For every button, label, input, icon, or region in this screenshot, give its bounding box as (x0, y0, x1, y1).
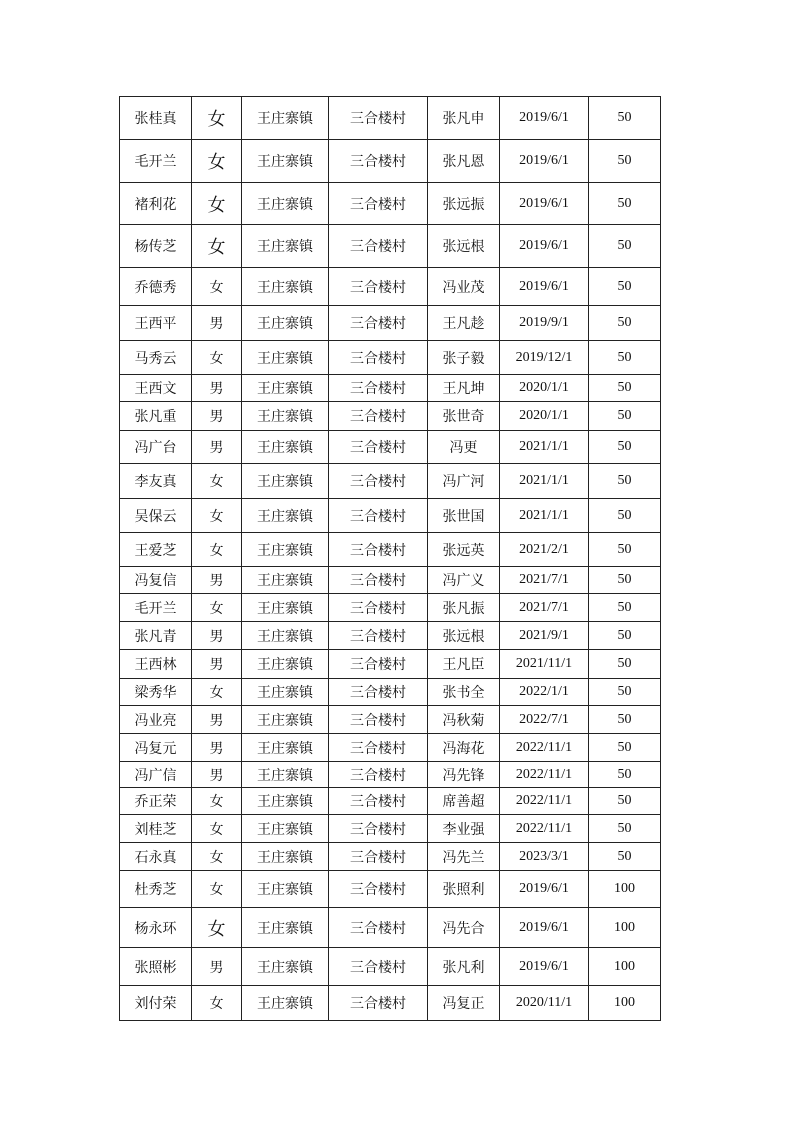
gender-cell: 男 (192, 762, 242, 788)
table-row (120, 815, 661, 843)
village-cell: 三合楼村 (329, 734, 428, 762)
name-cell: 张凡重 (120, 402, 192, 431)
name-cell: 刘桂芝 (120, 815, 192, 843)
gender-cell: 女 (192, 97, 242, 140)
table-row (120, 402, 661, 431)
town-cell: 王庄寨镇 (242, 183, 329, 225)
name-cell: 张照彬 (120, 948, 192, 986)
town-cell: 王庄寨镇 (242, 431, 329, 464)
name-cell: 李友真 (120, 464, 192, 499)
date-cell: 2022/11/1 (500, 815, 589, 843)
date-cell: 2022/1/1 (500, 679, 589, 706)
table-row (120, 375, 661, 402)
contact-cell: 冯广义 (428, 567, 500, 594)
name-cell: 毛开兰 (120, 594, 192, 622)
name-cell: 王爱芝 (120, 533, 192, 567)
name-cell: 冯广台 (120, 431, 192, 464)
town-cell: 王庄寨镇 (242, 594, 329, 622)
town-cell: 王庄寨镇 (242, 948, 329, 986)
date-cell: 2021/7/1 (500, 594, 589, 622)
date-cell: 2022/11/1 (500, 762, 589, 788)
contact-cell: 冯先合 (428, 908, 500, 948)
name-cell: 王西平 (120, 306, 192, 341)
contact-cell: 王凡臣 (428, 650, 500, 679)
table-row (120, 97, 661, 140)
village-cell: 三合楼村 (329, 268, 428, 306)
name-cell: 张凡青 (120, 622, 192, 650)
name-cell: 杜秀芝 (120, 871, 192, 908)
village-cell: 三合楼村 (329, 622, 428, 650)
town-cell: 王庄寨镇 (242, 97, 329, 140)
gender-cell: 女 (192, 679, 242, 706)
amount-cell: 50 (589, 533, 661, 567)
town-cell: 王庄寨镇 (242, 375, 329, 402)
village-cell: 三合楼村 (329, 306, 428, 341)
village-cell: 三合楼村 (329, 533, 428, 567)
contact-cell: 席善超 (428, 788, 500, 815)
name-cell: 刘付荣 (120, 986, 192, 1021)
town-cell: 王庄寨镇 (242, 533, 329, 567)
gender-cell: 男 (192, 650, 242, 679)
contact-cell: 张照利 (428, 871, 500, 908)
table-row (120, 431, 661, 464)
gender-cell: 男 (192, 734, 242, 762)
table-row (120, 499, 661, 533)
amount-cell: 100 (589, 871, 661, 908)
table-row (120, 650, 661, 679)
village-cell: 三合楼村 (329, 499, 428, 533)
contact-cell: 冯复正 (428, 986, 500, 1021)
date-cell: 2019/6/1 (500, 225, 589, 268)
town-cell: 王庄寨镇 (242, 650, 329, 679)
name-cell: 冯复元 (120, 734, 192, 762)
contact-cell: 张远根 (428, 225, 500, 268)
amount-cell: 50 (589, 306, 661, 341)
name-cell: 冯业亮 (120, 706, 192, 734)
gender-cell: 女 (192, 140, 242, 183)
table-row (120, 871, 661, 908)
name-cell: 梁秀华 (120, 679, 192, 706)
town-cell: 王庄寨镇 (242, 622, 329, 650)
name-cell: 乔德秀 (120, 268, 192, 306)
village-cell: 三合楼村 (329, 594, 428, 622)
contact-cell: 冯海花 (428, 734, 500, 762)
town-cell: 王庄寨镇 (242, 815, 329, 843)
date-cell: 2021/1/1 (500, 499, 589, 533)
town-cell: 王庄寨镇 (242, 762, 329, 788)
gender-cell: 男 (192, 375, 242, 402)
village-cell: 三合楼村 (329, 762, 428, 788)
town-cell: 王庄寨镇 (242, 268, 329, 306)
date-cell: 2021/7/1 (500, 567, 589, 594)
date-cell: 2022/11/1 (500, 788, 589, 815)
gender-cell: 女 (192, 986, 242, 1021)
date-cell: 2020/1/1 (500, 402, 589, 431)
town-cell: 王庄寨镇 (242, 140, 329, 183)
village-cell: 三合楼村 (329, 431, 428, 464)
table-row (120, 762, 661, 788)
amount-cell: 100 (589, 986, 661, 1021)
contact-cell: 张世国 (428, 499, 500, 533)
contact-cell: 张远根 (428, 622, 500, 650)
village-cell: 三合楼村 (329, 948, 428, 986)
contact-cell: 冯广河 (428, 464, 500, 499)
amount-cell: 50 (589, 679, 661, 706)
amount-cell: 50 (589, 650, 661, 679)
gender-cell: 女 (192, 788, 242, 815)
amount-cell: 50 (589, 706, 661, 734)
village-cell: 三合楼村 (329, 375, 428, 402)
table-row (120, 594, 661, 622)
date-cell: 2019/9/1 (500, 306, 589, 341)
gender-cell: 女 (192, 908, 242, 948)
amount-cell: 50 (589, 225, 661, 268)
gender-cell: 女 (192, 815, 242, 843)
date-cell: 2021/1/1 (500, 464, 589, 499)
roster-table (119, 96, 661, 1021)
name-cell: 毛开兰 (120, 140, 192, 183)
town-cell: 王庄寨镇 (242, 734, 329, 762)
name-cell: 王西林 (120, 650, 192, 679)
contact-cell: 冯先兰 (428, 843, 500, 871)
date-cell: 2021/9/1 (500, 622, 589, 650)
amount-cell: 50 (589, 567, 661, 594)
amount-cell: 50 (589, 431, 661, 464)
town-cell: 王庄寨镇 (242, 499, 329, 533)
gender-cell: 男 (192, 948, 242, 986)
table-row (120, 986, 661, 1021)
date-cell: 2019/6/1 (500, 97, 589, 140)
amount-cell: 50 (589, 97, 661, 140)
town-cell: 王庄寨镇 (242, 706, 329, 734)
amount-cell: 50 (589, 402, 661, 431)
village-cell: 三合楼村 (329, 706, 428, 734)
gender-cell: 男 (192, 706, 242, 734)
contact-cell: 张凡申 (428, 97, 500, 140)
village-cell: 三合楼村 (329, 567, 428, 594)
contact-cell: 张子毅 (428, 341, 500, 375)
date-cell: 2022/7/1 (500, 706, 589, 734)
village-cell: 三合楼村 (329, 815, 428, 843)
table-row (120, 948, 661, 986)
contact-cell: 冯业茂 (428, 268, 500, 306)
table-row (120, 706, 661, 734)
date-cell: 2020/11/1 (500, 986, 589, 1021)
date-cell: 2019/6/1 (500, 948, 589, 986)
date-cell: 2021/11/1 (500, 650, 589, 679)
contact-cell: 李业强 (428, 815, 500, 843)
contact-cell: 王凡坤 (428, 375, 500, 402)
amount-cell: 50 (589, 622, 661, 650)
village-cell: 三合楼村 (329, 650, 428, 679)
date-cell: 2019/6/1 (500, 183, 589, 225)
amount-cell: 50 (589, 183, 661, 225)
name-cell: 吴保云 (120, 499, 192, 533)
gender-cell: 女 (192, 533, 242, 567)
name-cell: 杨传芝 (120, 225, 192, 268)
gender-cell: 女 (192, 268, 242, 306)
village-cell: 三合楼村 (329, 788, 428, 815)
village-cell: 三合楼村 (329, 843, 428, 871)
amount-cell: 50 (589, 843, 661, 871)
gender-cell: 男 (192, 622, 242, 650)
table-row (120, 734, 661, 762)
table-row (120, 225, 661, 268)
name-cell: 张桂真 (120, 97, 192, 140)
town-cell: 王庄寨镇 (242, 788, 329, 815)
contact-cell: 冯更 (428, 431, 500, 464)
village-cell: 三合楼村 (329, 908, 428, 948)
table-row (120, 140, 661, 183)
name-cell: 冯复信 (120, 567, 192, 594)
name-cell: 乔正荣 (120, 788, 192, 815)
gender-cell: 男 (192, 567, 242, 594)
contact-cell: 张凡恩 (428, 140, 500, 183)
amount-cell: 50 (589, 734, 661, 762)
date-cell: 2019/12/1 (500, 341, 589, 375)
contact-cell: 张远振 (428, 183, 500, 225)
amount-cell: 50 (589, 464, 661, 499)
gender-cell: 男 (192, 431, 242, 464)
table-row (120, 268, 661, 306)
town-cell: 王庄寨镇 (242, 908, 329, 948)
town-cell: 王庄寨镇 (242, 567, 329, 594)
date-cell: 2020/1/1 (500, 375, 589, 402)
table-row (120, 843, 661, 871)
town-cell: 王庄寨镇 (242, 679, 329, 706)
table-row (120, 622, 661, 650)
date-cell: 2019/6/1 (500, 268, 589, 306)
village-cell: 三合楼村 (329, 679, 428, 706)
contact-cell: 王凡趁 (428, 306, 500, 341)
date-cell: 2021/1/1 (500, 431, 589, 464)
village-cell: 三合楼村 (329, 402, 428, 431)
name-cell: 马秀云 (120, 341, 192, 375)
town-cell: 王庄寨镇 (242, 464, 329, 499)
village-cell: 三合楼村 (329, 225, 428, 268)
amount-cell: 50 (589, 499, 661, 533)
date-cell: 2023/3/1 (500, 843, 589, 871)
contact-cell: 冯先锋 (428, 762, 500, 788)
gender-cell: 女 (192, 225, 242, 268)
gender-cell: 男 (192, 306, 242, 341)
town-cell: 王庄寨镇 (242, 306, 329, 341)
amount-cell: 50 (589, 788, 661, 815)
amount-cell: 100 (589, 948, 661, 986)
name-cell: 褚利花 (120, 183, 192, 225)
contact-cell: 张世奇 (428, 402, 500, 431)
gender-cell: 女 (192, 843, 242, 871)
table-row (120, 306, 661, 341)
amount-cell: 50 (589, 341, 661, 375)
name-cell: 杨永环 (120, 908, 192, 948)
contact-cell: 张远英 (428, 533, 500, 567)
village-cell: 三合楼村 (329, 871, 428, 908)
amount-cell: 50 (589, 762, 661, 788)
village-cell: 三合楼村 (329, 986, 428, 1021)
amount-cell: 50 (589, 268, 661, 306)
roster-body (120, 97, 661, 1021)
town-cell: 王庄寨镇 (242, 986, 329, 1021)
contact-cell: 冯秋菊 (428, 706, 500, 734)
date-cell: 2019/6/1 (500, 140, 589, 183)
gender-cell: 女 (192, 464, 242, 499)
amount-cell: 50 (589, 815, 661, 843)
town-cell: 王庄寨镇 (242, 871, 329, 908)
gender-cell: 女 (192, 499, 242, 533)
date-cell: 2019/6/1 (500, 908, 589, 948)
town-cell: 王庄寨镇 (242, 843, 329, 871)
table-row (120, 788, 661, 815)
town-cell: 王庄寨镇 (242, 402, 329, 431)
amount-cell: 100 (589, 908, 661, 948)
contact-cell: 张书全 (428, 679, 500, 706)
village-cell: 三合楼村 (329, 341, 428, 375)
table-row (120, 183, 661, 225)
amount-cell: 50 (589, 140, 661, 183)
date-cell: 2019/6/1 (500, 871, 589, 908)
amount-cell: 50 (589, 375, 661, 402)
table-row (120, 464, 661, 499)
table-row (120, 341, 661, 375)
name-cell: 冯广信 (120, 762, 192, 788)
date-cell: 2021/2/1 (500, 533, 589, 567)
table-row (120, 679, 661, 706)
gender-cell: 女 (192, 341, 242, 375)
contact-cell: 张凡振 (428, 594, 500, 622)
gender-cell: 女 (192, 183, 242, 225)
village-cell: 三合楼村 (329, 464, 428, 499)
contact-cell: 张凡利 (428, 948, 500, 986)
gender-cell: 女 (192, 594, 242, 622)
table-row (120, 567, 661, 594)
gender-cell: 男 (192, 402, 242, 431)
village-cell: 三合楼村 (329, 97, 428, 140)
date-cell: 2022/11/1 (500, 734, 589, 762)
table-row (120, 533, 661, 567)
table-row (120, 908, 661, 948)
town-cell: 王庄寨镇 (242, 341, 329, 375)
town-cell: 王庄寨镇 (242, 225, 329, 268)
village-cell: 三合楼村 (329, 140, 428, 183)
name-cell: 王西文 (120, 375, 192, 402)
village-cell: 三合楼村 (329, 183, 428, 225)
amount-cell: 50 (589, 594, 661, 622)
gender-cell: 女 (192, 871, 242, 908)
name-cell: 石永真 (120, 843, 192, 871)
